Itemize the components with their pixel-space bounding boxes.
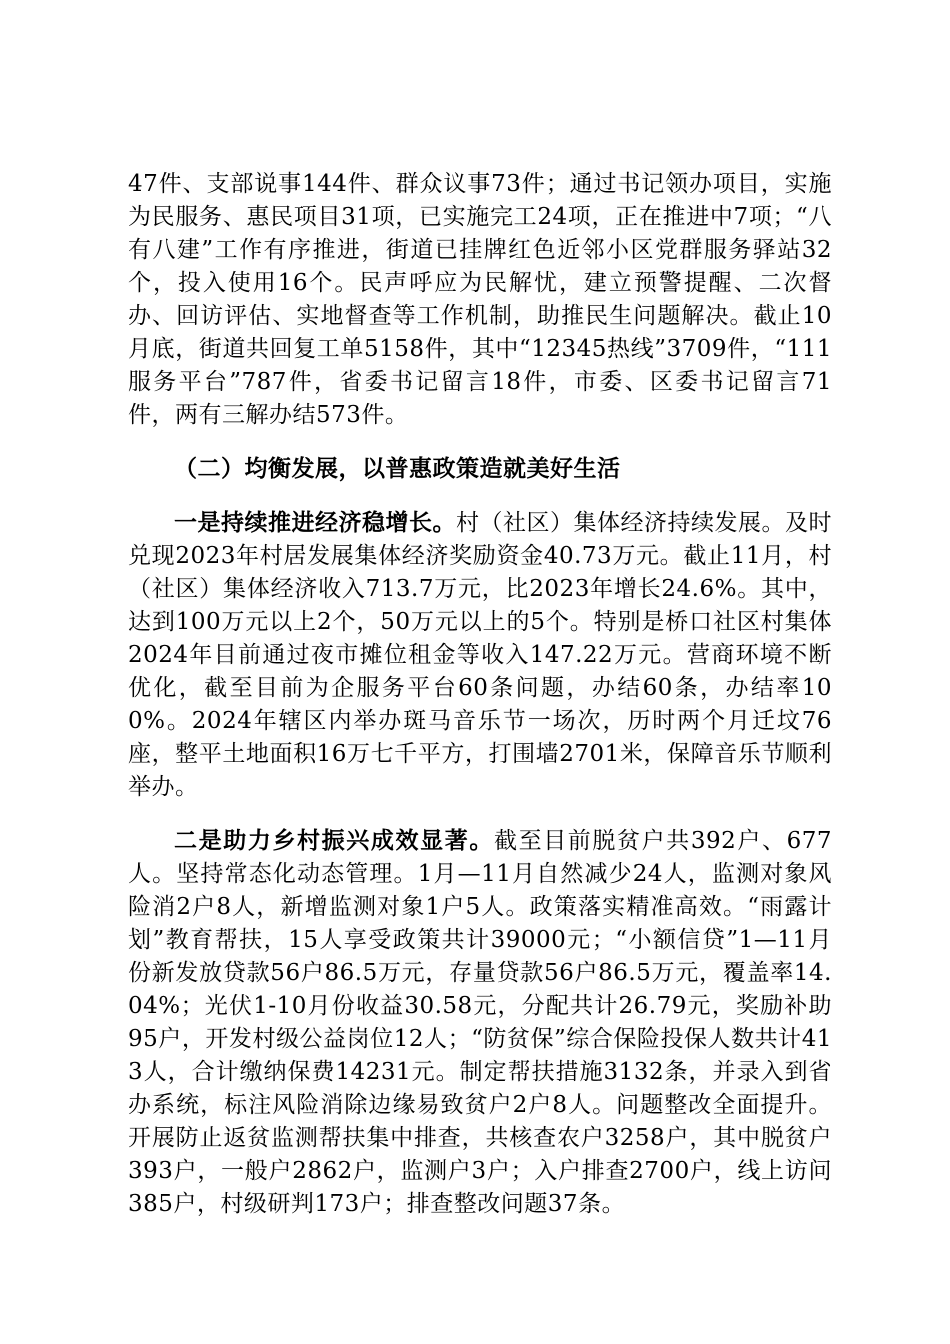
paragraph-economy	[128, 507, 832, 804]
paragraph-lead: 一是持续推进经济稳增长。	[174, 510, 456, 536]
section-heading: （二）均衡发展，以普惠政策造就美好生活	[174, 456, 621, 482]
paragraph-rural	[128, 825, 832, 1221]
paragraph-continued: 47件、支部说事144件、群众议事73件；通过书记领办项目，实施为民服务、惠民项目31项，已实施完工24项，正在推进中7项；“八有八建”工作有序推进，街道已挂牌红色近邻小区党群服务驿站32个，投入使用16个。民声呼应为民解忧，建立预警提醒、二次督办、回访评估、实地督查等工作机制，助推民生问题解决。截止10月底，街道共回复工单5158件，其中“12345热线”3709件，“111服务平台”787件，省委书记留言18件，市委、区委书记留言71件，两有三解办结573件。	[128, 171, 832, 428]
paragraph-lead: 二是助力乡村振兴成效显著。	[174, 828, 494, 854]
document-page	[128, 168, 832, 1221]
paragraph-body: 截至目前脱贫户共392户、677人。坚持常态化动态管理。1月—11月自然减少24人，监测对象风险消2户8人，新增监测对象1户5人。政策落实精准高效。“雨露计划”教育帮扶，15人享受政策共计39000元；“小额信贷”1—11月份新发放贷款56户86.5万元，存量贷款56户86.5万元，覆盖率14.04%；光伏1-10月份收益30.58元，分配共计26.79元，奖励补助95户，开发村级公益岗位12人；“防贫保”综合保险投保人数共计413人，合计缴纳保费14231元。制定帮扶措施3132条，并录入到省办系统，标注风险消除边缘易致贫户2户8人。问题整改全面提升。开展防止返贫监测帮扶集中排查，共核查农户3258户，其中脱贫户393户，一般户2862户，监测户3户；入户排查2700户，线上访问385户，村级研判173户；排查整改问题37条。	[128, 828, 833, 1217]
paragraph-body: 村（社区）集体经济持续发展。及时兑现2023年村居发展集体经济奖励资金40.73万元。截止11月，村（社区）集体经济收入713.7万元，比2023年增长24.6%。其中，达到100万元以上2个，50万元以上的5个。特别是桥口社区村集体2024年目前通过夜市摊位租金等收入147.22万元。营商环境不断优化，截至目前为企服务平台60条问题，办结60条，办结率100%。2024年辖区内举办斑马音乐节一场次，历时两个月迁坟76座，整平土地面积16万七千平方，打围墙2701米，保障音乐节顺利举办。	[128, 510, 832, 800]
